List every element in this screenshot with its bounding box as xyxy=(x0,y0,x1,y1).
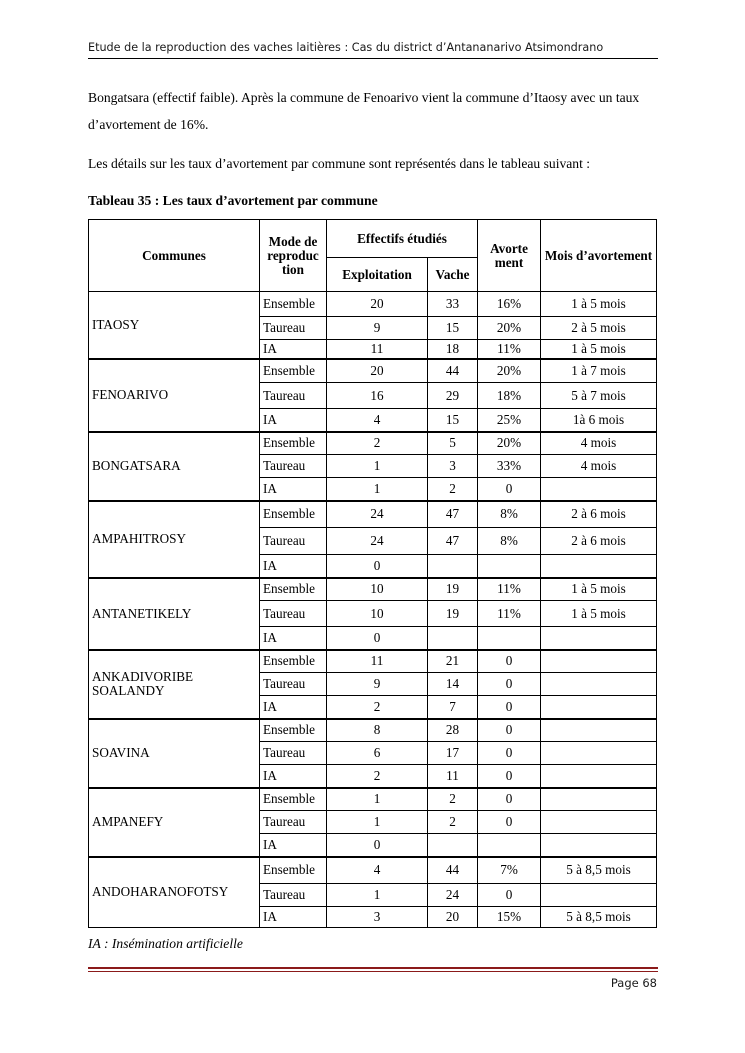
avortement-cell: 0 xyxy=(478,811,541,834)
mode-cell: Taureau xyxy=(260,673,327,696)
exploitation-cell: 8 xyxy=(327,719,428,742)
mois-cell: 1 à 5 mois xyxy=(541,601,657,627)
mode-cell: Ensemble xyxy=(260,432,327,455)
commune-name: AMPANEFY xyxy=(89,788,260,857)
vache-cell: 44 xyxy=(428,857,478,884)
mois-cell xyxy=(541,788,657,811)
mode-cell: IA xyxy=(260,340,327,359)
mode-cell: Ensemble xyxy=(260,501,327,528)
mode-cell: IA xyxy=(260,627,327,650)
mois-cell xyxy=(541,884,657,907)
table-row xyxy=(89,292,657,317)
vache-cell: 47 xyxy=(428,528,478,555)
mois-cell: 4 mois xyxy=(541,432,657,455)
avortement-cell: 0 xyxy=(478,719,541,742)
vache-cell: 15 xyxy=(428,409,478,432)
exploitation-cell: 11 xyxy=(327,650,428,673)
mois-cell: 1 à 5 mois xyxy=(541,578,657,601)
exploitation-cell: 2 xyxy=(327,696,428,719)
commune-name: ANTANETIKELY xyxy=(89,578,260,650)
table-body xyxy=(89,292,657,928)
mode-cell: Taureau xyxy=(260,884,327,907)
vache-cell: 29 xyxy=(428,383,478,409)
vache-cell: 2 xyxy=(428,788,478,811)
mode-cell: IA xyxy=(260,765,327,788)
exploitation-cell: 9 xyxy=(327,317,428,340)
vache-cell: 5 xyxy=(428,432,478,455)
header-mois: Mois d’avortement xyxy=(541,220,657,292)
mois-cell xyxy=(541,834,657,857)
mode-cell: IA xyxy=(260,834,327,857)
avortement-cell xyxy=(478,834,541,857)
exploitation-cell: 20 xyxy=(327,292,428,317)
mois-cell xyxy=(541,627,657,650)
avortement-cell: 0 xyxy=(478,696,541,719)
mode-cell: IA xyxy=(260,478,327,501)
mois-cell: 5 à 8,5 mois xyxy=(541,907,657,928)
mode-cell: Taureau xyxy=(260,455,327,478)
avortement-cell: 11% xyxy=(478,601,541,627)
exploitation-cell: 1 xyxy=(327,811,428,834)
mois-cell xyxy=(541,742,657,765)
mode-cell: Ensemble xyxy=(260,857,327,884)
mois-cell: 2 à 5 mois xyxy=(541,317,657,340)
vache-cell: 33 xyxy=(428,292,478,317)
mois-cell xyxy=(541,478,657,501)
vache-cell: 20 xyxy=(428,907,478,928)
vache-cell: 15 xyxy=(428,317,478,340)
commune-name: ITAOSY xyxy=(89,292,260,359)
commune-name: AMPAHITROSY xyxy=(89,501,260,578)
footnote: IA : Insémination artificielle xyxy=(88,936,243,951)
mois-cell: 2 à 6 mois xyxy=(541,528,657,555)
exploitation-cell: 1 xyxy=(327,455,428,478)
mode-cell: IA xyxy=(260,409,327,432)
avortement-cell: 16% xyxy=(478,292,541,317)
mode-cell: Ensemble xyxy=(260,292,327,317)
mode-cell: Taureau xyxy=(260,811,327,834)
header-communes: Communes xyxy=(89,220,260,292)
avortement-cell: 8% xyxy=(478,528,541,555)
mode-cell: Ensemble xyxy=(260,719,327,742)
paragraph-2: Les détails sur les taux d’avortement par commune sont représentés dans le tableau suivant : xyxy=(88,156,591,171)
footer-rule-thin xyxy=(88,971,658,972)
mois-cell xyxy=(541,765,657,788)
avortement-cell: 8% xyxy=(478,501,541,528)
avortement-cell: 25% xyxy=(478,409,541,432)
exploitation-cell: 0 xyxy=(327,555,428,578)
mois-cell: 4 mois xyxy=(541,455,657,478)
vache-cell: 17 xyxy=(428,742,478,765)
vache-cell xyxy=(428,627,478,650)
running-header: Etude de la reproduction des vaches laitières : Cas du district d’Antananarivo Atsimondrano xyxy=(88,41,658,59)
mode-cell: IA xyxy=(260,696,327,719)
vache-cell: 21 xyxy=(428,650,478,673)
avortement-cell: 20% xyxy=(478,432,541,455)
exploitation-cell: 10 xyxy=(327,578,428,601)
exploitation-cell: 24 xyxy=(327,501,428,528)
commune-name: BONGATSARA xyxy=(89,432,260,501)
vache-cell: 2 xyxy=(428,478,478,501)
paragraph-1: Bongatsara (effectif faible). Après la commune de Fenoarivo vient la commune d’Itaosy avec un taux d’avortement de 16%. xyxy=(88,90,640,132)
table-row xyxy=(89,432,657,455)
mois-cell xyxy=(541,696,657,719)
mois-cell xyxy=(541,719,657,742)
exploitation-cell: 3 xyxy=(327,907,428,928)
mois-cell: 5 à 8,5 mois xyxy=(541,857,657,884)
mode-cell: Taureau xyxy=(260,528,327,555)
table-row xyxy=(89,501,657,528)
table-row xyxy=(89,857,657,884)
header-avortement: Avorte ment xyxy=(478,220,541,292)
exploitation-cell: 1 xyxy=(327,788,428,811)
vache-cell: 44 xyxy=(428,359,478,383)
table-row xyxy=(89,719,657,742)
exploitation-cell: 4 xyxy=(327,857,428,884)
exploitation-cell: 24 xyxy=(327,528,428,555)
avortement-cell: 0 xyxy=(478,650,541,673)
exploitation-cell: 9 xyxy=(327,673,428,696)
header-exploitation: Exploitation xyxy=(327,258,428,292)
header-mode: Mode de reproduc tion xyxy=(260,220,327,292)
avortement-cell xyxy=(478,627,541,650)
table-row xyxy=(89,788,657,811)
avortement-cell: 11% xyxy=(478,340,541,359)
mode-cell: Taureau xyxy=(260,601,327,627)
commune-name: FENOARIVO xyxy=(89,359,260,432)
mois-cell: 1 à 5 mois xyxy=(541,340,657,359)
exploitation-cell: 0 xyxy=(327,834,428,857)
table-caption: Tableau 35 : Les taux d’avortement par commune xyxy=(88,193,378,208)
vache-cell: 19 xyxy=(428,578,478,601)
header-vache: Vache xyxy=(428,258,478,292)
table-row xyxy=(89,650,657,673)
mode-cell: IA xyxy=(260,907,327,928)
vache-cell: 11 xyxy=(428,765,478,788)
avortement-cell: 0 xyxy=(478,765,541,788)
avortement-cell xyxy=(478,555,541,578)
header-effectifs: Effectifs étudiés xyxy=(327,220,478,258)
avortement-cell: 0 xyxy=(478,884,541,907)
mois-cell xyxy=(541,650,657,673)
vache-cell: 2 xyxy=(428,811,478,834)
exploitation-cell: 2 xyxy=(327,432,428,455)
exploitation-cell: 1 xyxy=(327,884,428,907)
mode-cell: Ensemble xyxy=(260,359,327,383)
vache-cell: 7 xyxy=(428,696,478,719)
vache-cell: 28 xyxy=(428,719,478,742)
exploitation-cell: 0 xyxy=(327,627,428,650)
table-row xyxy=(89,578,657,601)
vache-cell: 14 xyxy=(428,673,478,696)
vache-cell xyxy=(428,555,478,578)
footer-rule xyxy=(88,967,658,969)
vache-cell xyxy=(428,834,478,857)
exploitation-cell: 10 xyxy=(327,601,428,627)
table-row xyxy=(89,359,657,383)
page-number: Page 68 xyxy=(610,976,657,990)
avortement-cell: 33% xyxy=(478,455,541,478)
vache-cell: 3 xyxy=(428,455,478,478)
mode-cell: Taureau xyxy=(260,742,327,765)
mode-cell: Ensemble xyxy=(260,788,327,811)
mois-cell: 5 à 7 mois xyxy=(541,383,657,409)
mois-cell: 1à 6 mois xyxy=(541,409,657,432)
avortement-cell: 0 xyxy=(478,742,541,765)
exploitation-cell: 16 xyxy=(327,383,428,409)
avortement-cell: 0 xyxy=(478,478,541,501)
avortement-cell: 0 xyxy=(478,788,541,811)
exploitation-cell: 2 xyxy=(327,765,428,788)
avortement-cell: 11% xyxy=(478,578,541,601)
avortement-cell: 20% xyxy=(478,359,541,383)
mois-cell xyxy=(541,811,657,834)
avortement-cell: 15% xyxy=(478,907,541,928)
avortement-cell: 7% xyxy=(478,857,541,884)
avortement-cell: 18% xyxy=(478,383,541,409)
vache-cell: 19 xyxy=(428,601,478,627)
commune-name: ANKADIVORIBE SOALANDY xyxy=(89,650,260,719)
exploitation-cell: 1 xyxy=(327,478,428,501)
mode-cell: IA xyxy=(260,555,327,578)
commune-name: SOAVINA xyxy=(89,719,260,788)
vache-cell: 18 xyxy=(428,340,478,359)
avortement-cell: 20% xyxy=(478,317,541,340)
mois-cell: 2 à 6 mois xyxy=(541,501,657,528)
mois-cell: 1 à 5 mois xyxy=(541,292,657,317)
vache-cell: 24 xyxy=(428,884,478,907)
vache-cell: 47 xyxy=(428,501,478,528)
commune-name: ANDOHARANOFOTSY xyxy=(89,857,260,928)
exploitation-cell: 4 xyxy=(327,409,428,432)
mode-cell: Ensemble xyxy=(260,578,327,601)
exploitation-cell: 6 xyxy=(327,742,428,765)
abortion-rate-table xyxy=(88,219,657,928)
mois-cell: 1 à 7 mois xyxy=(541,359,657,383)
mois-cell xyxy=(541,555,657,578)
mode-cell: Ensemble xyxy=(260,650,327,673)
avortement-cell: 0 xyxy=(478,673,541,696)
exploitation-cell: 20 xyxy=(327,359,428,383)
mode-cell: Taureau xyxy=(260,383,327,409)
exploitation-cell: 11 xyxy=(327,340,428,359)
mode-cell: Taureau xyxy=(260,317,327,340)
mois-cell xyxy=(541,673,657,696)
